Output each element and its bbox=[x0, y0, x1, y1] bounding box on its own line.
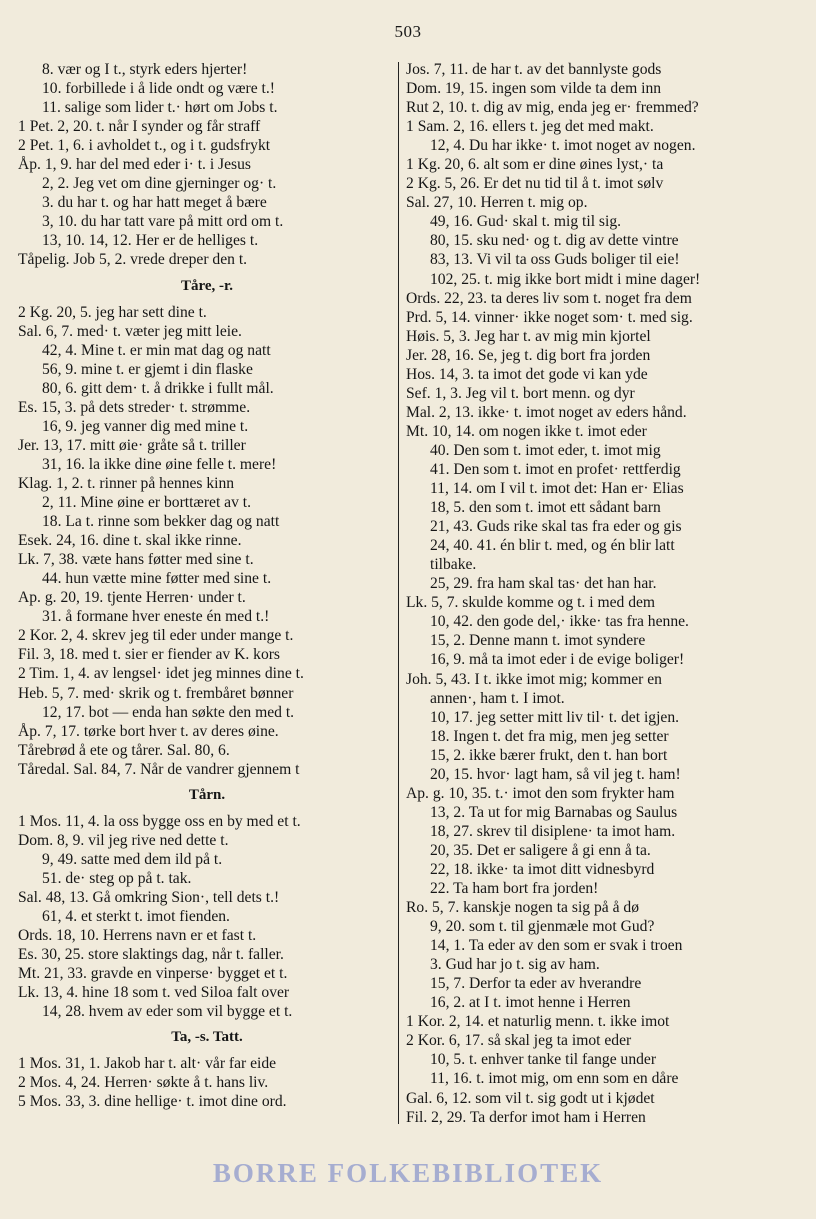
entry-line: Sal. 6, 7. med· t. væter jeg mitt leie. bbox=[18, 322, 242, 340]
entry-line: 20, 15. hvor· lagt ham, så vil jeg t. ham! bbox=[430, 765, 681, 783]
entry-line: Fil. 3, 18. med t. sier er fiender av K. kors bbox=[18, 646, 281, 664]
entry-line: 14, 1. Ta eder av den som er svak i troen bbox=[430, 937, 683, 955]
entry-line: 2 Pet. 1, 6. i avholdet t., og i t. gudsfrykt bbox=[18, 137, 271, 155]
entry-line: 2 Tim. 1, 4. av lengsel· idet jeg minnes dine t. bbox=[18, 665, 304, 683]
entry-line: 44. hun vætte mine føtter med sine t. bbox=[42, 570, 272, 588]
entry-line: 2 Kor. 2, 4. skrev jeg til eder under mange t. bbox=[18, 627, 294, 645]
entry-line: 22. Ta ham bort fra jorden! bbox=[430, 880, 599, 898]
entry-line: 12, 17. bot — enda han søkte den med t. bbox=[42, 703, 295, 721]
entry-line: Dom. 8, 9. vil jeg rive ned dette t. bbox=[18, 831, 229, 849]
entry-line: Fil. 2, 29. Ta derfor imot ham i Herren bbox=[406, 1108, 646, 1126]
entry-line: 16, 9. må ta imot eder i de evige boliger! bbox=[430, 651, 685, 669]
entry-line: 3. Gud har jo t. sig av ham. bbox=[430, 956, 600, 974]
entry-line: 18. Ingen t. det fra mig, men jeg setter bbox=[430, 727, 669, 745]
entry-line: 9, 20. som t. til gjenmæle mot Gud? bbox=[430, 918, 655, 936]
entry-line: Dom. 19, 15. ingen som vilde ta dem inn bbox=[406, 80, 662, 98]
entry-line: Mt. 21, 33. gravde en vinperse· bygget et t. bbox=[18, 965, 288, 983]
entry-line: tilbake. bbox=[430, 556, 477, 574]
entry-line: 31, 16. la ikke dine øine felle t. mere! bbox=[42, 455, 277, 473]
entry-line: 40. Den som t. imot eder, t. imot mig bbox=[430, 441, 661, 459]
entry-line: 1 Pet. 2, 20. t. når I synder og får straff bbox=[18, 118, 261, 136]
entry-line: Tårebrød å ete og tårer. Sal. 80, 6. bbox=[18, 741, 230, 759]
entry-line: 1 Kor. 2, 14. et naturlig menn. t. ikke imot bbox=[406, 1013, 670, 1031]
entry-line: Prd. 5, 14. vinner· ikke noget som· t. med sig. bbox=[406, 308, 693, 326]
entry-line: 10, 42. den gode del,· ikke· tas fra henne. bbox=[430, 613, 689, 631]
entry-line: Lk. 7, 38. væte hans føtter med sine t. bbox=[18, 551, 254, 569]
entry-line: Høis. 5, 3. Jeg har t. av mig min kjortel bbox=[406, 327, 651, 345]
entry-line: 56, 9. mine t. er gjemt i din flaske bbox=[42, 360, 253, 378]
entry-line: 10, 5. t. enhver tanke til fange under bbox=[430, 1051, 657, 1069]
entry-line: Lk. 13, 4. hine 18 som t. ved Siloa falt over bbox=[18, 984, 290, 1002]
entry-line: 15, 7. Derfor ta eder av hverandre bbox=[430, 975, 642, 993]
entry-line: 1 Sam. 2, 16. ellers t. jeg det med makt. bbox=[406, 118, 654, 136]
entry-line: Gal. 6, 12. som vil t. sig godt ut i kjødet bbox=[406, 1089, 655, 1107]
library-stamp: BORRE FOLKEBIBLIOTEK bbox=[212, 1158, 604, 1188]
entry-line: Es. 30, 25. store slaktings dag, når t. faller. bbox=[18, 946, 284, 964]
entry-line: 12, 4. Du har ikke· t. imot noget av nogen. bbox=[430, 137, 696, 155]
entry-line: 10. forbillede i å lide ondt og være t.! bbox=[42, 80, 275, 98]
entry-line: Rut 2, 10. t. dig av mig, enda jeg er· fremmed? bbox=[406, 99, 699, 117]
entry-line: 1 Mos. 31, 1. Jakob har t. alt· vår far eide bbox=[18, 1055, 277, 1073]
entry-line: Heb. 5, 7. med· skrik og t. frembåret bønner bbox=[18, 684, 294, 702]
entry-line: 11. salige som lider t.· hørt om Jobs t. bbox=[42, 99, 278, 117]
column-divider bbox=[398, 62, 399, 1124]
entry-line: 3. du har t. og har hatt meget å bære bbox=[42, 194, 267, 212]
entry-line: 15, 2. Denne mann t. imot syndere bbox=[430, 632, 646, 650]
entry-line: 15, 2. ikke bærer frukt, den t. han bort bbox=[430, 746, 668, 764]
page-number: 503 bbox=[394, 22, 422, 41]
entry-line: Sal. 27, 10. Herren t. mig op. bbox=[406, 194, 588, 212]
entry-line: Jer. 28, 16. Se, jeg t. dig bort fra jorden bbox=[406, 346, 651, 364]
entry-line: Lk. 5, 7. skulde komme og t. i med dem bbox=[406, 594, 656, 612]
entry-line: 16, 9. jeg vanner dig med mine t. bbox=[42, 417, 249, 435]
entry-line: 16, 2. at I t. imot henne i Herren bbox=[430, 994, 631, 1012]
entry-line: Es. 15, 3. på dets streder· t. strømme. bbox=[18, 398, 251, 416]
entry-line: 3, 10. du har tatt vare på mitt ord om t. bbox=[42, 213, 284, 231]
entry-line: 83, 13. Vi vil ta oss Guds boliger til eie! bbox=[430, 251, 680, 269]
entry-line: 80, 15. sku ned· og t. dig av dette vintre bbox=[430, 232, 679, 250]
entry-line: 18. La t. rinne som bekker dag og natt bbox=[42, 513, 280, 531]
entry-line: 10, 17. jeg setter mitt liv til· t. det igjen. bbox=[430, 708, 680, 726]
entry-line: Ap. g. 20, 19. tjente Herren· under t. bbox=[18, 589, 246, 607]
entry-line: 42, 4. Mine t. er min mat dag og natt bbox=[42, 341, 271, 359]
entry-line: Tåredal. Sal. 84, 7. Når de vandrer gjennem t bbox=[18, 760, 300, 778]
entry-line: Ords. 18, 10. Herrens navn er et fast t. bbox=[18, 927, 257, 945]
section-heading: Ta, -s. Tatt. bbox=[171, 1029, 243, 1046]
entry-line: 14, 28. hvem av eder som vil bygge et t. bbox=[42, 1003, 293, 1021]
entry-line: 2 Kg. 5, 26. Er det nu tid til å t. imot sølv bbox=[406, 175, 664, 193]
entry-line: 80, 6. gitt dem· t. å drikke i fullt mål. bbox=[42, 379, 274, 397]
entry-line: 11, 14. om I vil t. imot det: Han er· Elias bbox=[430, 480, 684, 498]
entry-line: 1 Mos. 11, 4. la oss bygge oss en by med et t. bbox=[18, 812, 301, 830]
entry-line: Jos. 7, 11. de har t. av det bannlyste gods bbox=[406, 61, 662, 78]
entry-line: Mt. 10, 14. om nogen ikke t. imot eder bbox=[406, 422, 647, 440]
entry-line: Åp. 1, 9. har del med eder i· t. i Jesus bbox=[18, 156, 251, 174]
section-heading: Tårn. bbox=[188, 786, 226, 803]
entry-line: Joh. 5, 43. I t. ikke imot mig; kommer en bbox=[406, 670, 662, 688]
entry-line: Ro. 5, 7. kanskje nogen ta sig på å dø bbox=[406, 899, 640, 917]
entry-line: Hos. 14, 3. ta imot det gode vi kan yde bbox=[406, 365, 648, 383]
entry-line: Ap. g. 10, 35. t.· imot den som frykter ham bbox=[406, 784, 675, 802]
entry-line: 2, 11. Mine øine er borttæret av t. bbox=[42, 494, 252, 512]
entry-line: annen·, ham t. I imot. bbox=[430, 689, 565, 707]
entry-line: 31. å formane hver eneste én med t.! bbox=[42, 608, 270, 626]
entry-line: Mal. 2, 13. ikke· t. imot noget av eders hånd. bbox=[406, 403, 687, 421]
entry-line: Jer. 13, 17. mitt øie· gråte så t. triller bbox=[18, 436, 246, 454]
entry-line: 24, 40. 41. én blir t. med, og én blir latt bbox=[430, 537, 675, 555]
entry-line: Klag. 1, 2. t. rinner på hennes kinn bbox=[18, 474, 235, 492]
entry-line: 13, 2. Ta ut for mig Barnabas og Saulus bbox=[430, 803, 678, 821]
entry-line: 2 Mos. 4, 24. Herren· søkte å t. hans liv. bbox=[18, 1074, 269, 1092]
entry-line: Esek. 24, 16. dine t. skal ikke rinne. bbox=[18, 532, 242, 550]
entry-line: 51. de· steg op på t. tak. bbox=[42, 869, 192, 887]
entry-line: 13, 10. 14, 12. Her er de helliges t. bbox=[42, 232, 259, 250]
entry-line: 21, 43. Guds rike skal tas fra eder og gis bbox=[430, 518, 682, 536]
entry-line: 18, 5. den som t. imot ett sådant barn bbox=[430, 499, 661, 517]
entry-line: 1 Kg. 20, 6. alt som er dine øines lyst,· ta bbox=[406, 156, 664, 174]
entry-line: 18, 27. skrev til disiplene· ta imot ham. bbox=[430, 822, 676, 840]
entry-line: 11, 16. t. imot mig, om enn som en dåre bbox=[430, 1070, 679, 1088]
right-column bbox=[406, 60, 804, 1127]
entry-line: 5 Mos. 33, 3. dine hellige· t. imot dine ord. bbox=[18, 1093, 287, 1111]
entry-line: 2 Kg. 20, 5. jeg har sett dine t. bbox=[18, 303, 207, 321]
entry-line: 8. vær og I t., styrk eders hjerter! bbox=[42, 61, 248, 78]
entry-line: Sef. 1, 3. Jeg vil t. bort menn. og dyr bbox=[406, 384, 635, 402]
left-column bbox=[18, 60, 396, 1111]
entry-line: Sal. 48, 13. Gå omkring Sion·, tell dets t.! bbox=[18, 888, 280, 906]
entry-line: Ords. 22, 23. ta deres liv som t. noget fra dem bbox=[406, 289, 692, 307]
entry-line: 22, 18. ikke· ta imot ditt vidnesbyrd bbox=[430, 860, 655, 878]
entry-line: 2, 2. Jeg vet om dine gjerninger og· t. bbox=[42, 175, 277, 193]
entry-line: 41. Den som t. imot en profet· rettferdig bbox=[430, 460, 681, 478]
entry-line: 49, 16. Gud· skal t. mig til sig. bbox=[430, 213, 622, 231]
entry-line: 9, 49. satte med dem ild på t. bbox=[42, 850, 223, 868]
entry-line: Tåpelig. Job 5, 2. vrede dreper den t. bbox=[18, 251, 248, 269]
entry-line: 25, 29. fra ham skal tas· det han har. bbox=[430, 575, 657, 593]
entry-line: 61, 4. et sterkt t. imot fienden. bbox=[42, 908, 230, 926]
entry-line: Åp. 7, 17. tørke bort hver t. av deres øine. bbox=[18, 722, 279, 740]
entry-line: 2 Kor. 6, 17. så skal jeg ta imot eder bbox=[406, 1032, 632, 1050]
entry-line: 20, 35. Det er saligere å gi enn å ta. bbox=[430, 841, 651, 859]
entry-line: 102, 25. t. mig ikke bort midt i mine dager! bbox=[430, 270, 701, 288]
section-heading: Tåre, -r. bbox=[180, 277, 234, 294]
